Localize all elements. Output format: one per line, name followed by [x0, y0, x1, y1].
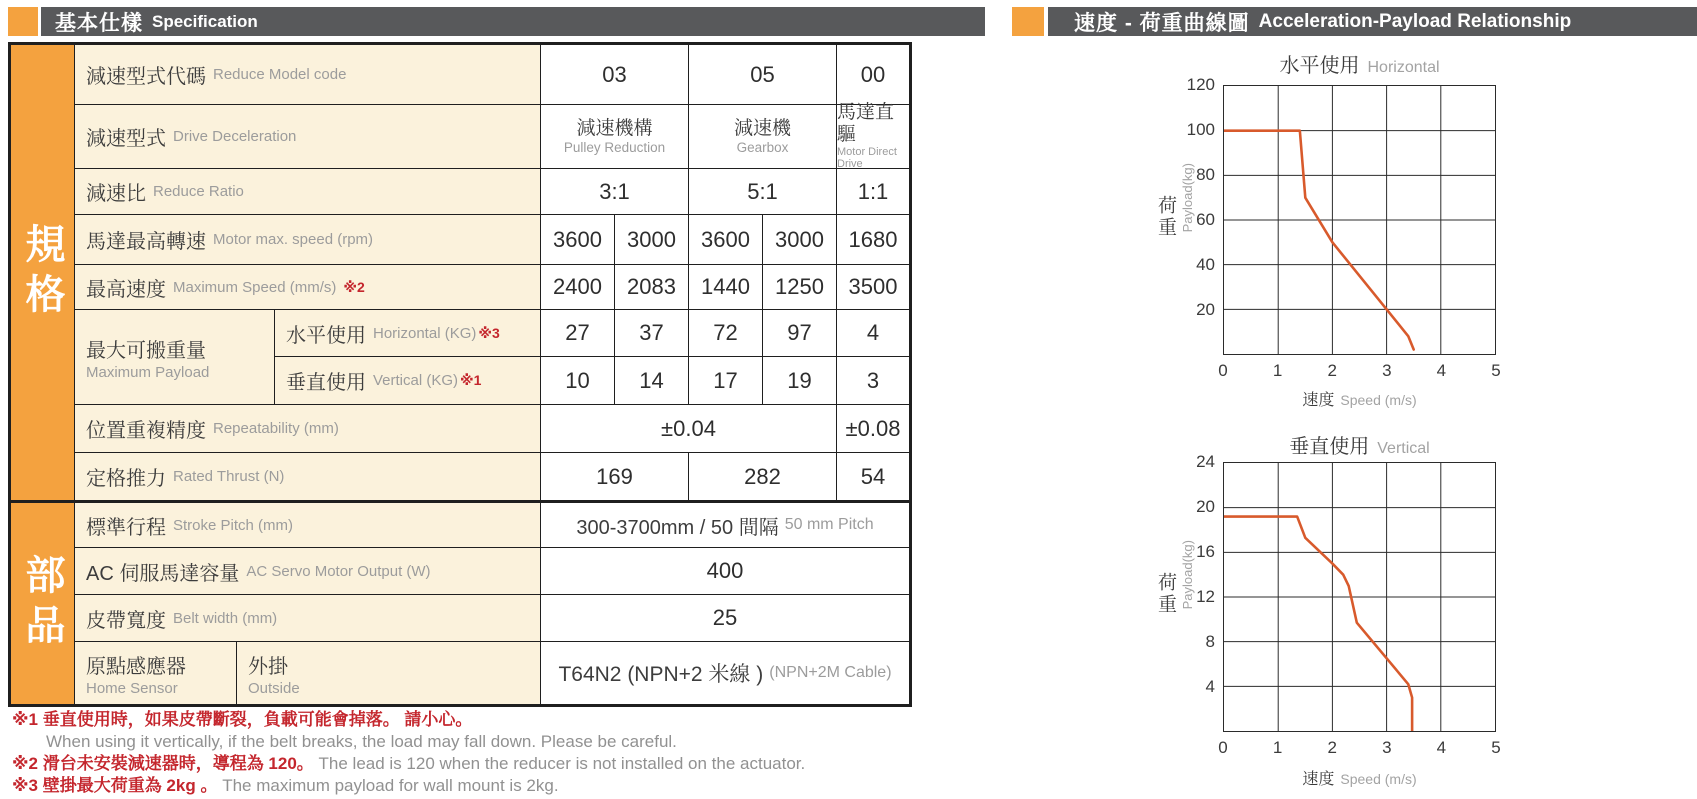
row-label-en: Motor max. speed (rpm): [213, 231, 374, 248]
cell-value: 1250: [763, 265, 837, 309]
cell-value: 2083: [615, 265, 689, 309]
y-tick-label: 24: [1196, 452, 1215, 471]
cell-value: 1:1: [857, 178, 889, 204]
y-tick-label: 60: [1196, 210, 1215, 229]
cell-value: 25: [712, 605, 738, 630]
x-tick-label: 0: [1218, 361, 1228, 380]
subrow-label-en: Horizontal (KG): [373, 324, 477, 342]
row-label-en: Rated Thrust (N): [173, 468, 285, 485]
y-tick-label: 16: [1196, 542, 1215, 561]
right-header-accent-square: [1012, 7, 1044, 36]
cell-value: 3000: [615, 215, 689, 264]
row-label-en: Reduce Ratio: [153, 183, 244, 200]
row-label-en: Home Sensor: [86, 679, 178, 697]
cell-value: 2400: [541, 265, 615, 309]
cell-value: 4: [866, 320, 880, 345]
cell-value: 減速機構 Pulley Reduction: [541, 105, 689, 168]
footnote-3: ※3 壁掛最大荷重為 2kg 。 The maximum payload for wall mount is 2kg.: [12, 776, 559, 795]
cell-value: 72: [689, 310, 763, 356]
cell-value: 3600: [541, 215, 615, 264]
row-label-en: Maximum Payload: [86, 363, 210, 381]
cell-value: 馬達直驅 Motor Direct Drive: [837, 102, 897, 171]
footnote-1-en: When using it vertically, if the belt breaks, the load may fall down. Please be careful.: [46, 732, 677, 751]
cell-value: 3000: [763, 215, 837, 264]
table-row-home-sensor: [75, 642, 909, 704]
parts-section-sidebar: [11, 503, 75, 704]
cell-value: 97: [763, 310, 837, 356]
cell-value: 05: [689, 45, 837, 104]
right-header-title-en: Acceleration-Payload Relationship: [1258, 10, 1572, 32]
row-label-en: AC Servo Motor Output (W): [246, 562, 431, 580]
cell-value: 27: [541, 310, 615, 356]
x-tick-label: 3: [1382, 738, 1392, 757]
left-section-header: [41, 7, 985, 36]
x-axis-label: 速度 Speed (m/s): [1302, 392, 1417, 409]
chart-title: 水平使用 Horizontal: [1279, 55, 1440, 77]
payload-vertical-subrow: [275, 357, 909, 404]
cell-value: 282: [689, 453, 837, 500]
row-label-en: Stroke Pitch (mm): [173, 516, 294, 534]
y-tick-label: 80: [1196, 165, 1215, 184]
left-header-title-en: Specification: [152, 11, 258, 31]
row-label-en: Maximum Speed (mm/s): [173, 278, 337, 296]
row-label-zh: 定格推力: [86, 468, 166, 490]
row-label-zh: 原點感應器: [86, 655, 186, 678]
spec-section: [11, 45, 909, 500]
cell-value: 3: [866, 367, 880, 393]
subrow-label-zh: 外掛: [248, 655, 288, 678]
row-label-zh: 減速型式代碼: [86, 66, 206, 88]
y-tick-label: 4: [1205, 677, 1215, 696]
y-tick-label: 100: [1186, 120, 1215, 139]
cell-value: 3:1: [541, 169, 689, 214]
cell-value: 300-3700mm / 50 間隔 50 mm Pitch: [576, 516, 874, 539]
y-tick-label: 40: [1196, 255, 1215, 274]
x-axis-label: 速度 Speed (m/s): [1302, 771, 1417, 788]
table-row-maximum-payload: [75, 310, 909, 405]
footnote-2: ※2 滑台未安裝減速器時，導程為 120。 The lead is 120 when the reducer is not installed on the actuator.: [12, 754, 806, 773]
cell-value: 400: [706, 558, 744, 583]
cell-value: 00: [860, 61, 886, 87]
footnotes: [12, 709, 912, 797]
row-label-zh: AC 伺服馬達容量: [86, 562, 240, 585]
plot-area: [1223, 462, 1496, 732]
cell-value: 169: [541, 453, 689, 500]
vertical-payload-chart: [1100, 428, 1600, 793]
row-label-zh: 皮帶寬度: [86, 609, 166, 632]
payload-curve-svg: [1224, 86, 1495, 354]
footnote-1-zh: ※1 垂直使用時，如果皮帶斷裂，負載可能會掉落。 請小心。: [12, 710, 473, 729]
cell-value: 03: [541, 45, 689, 104]
horizontal-payload-chart: [1100, 45, 1600, 415]
right-header-title-zh: 速度 - 荷重曲線圖: [1074, 11, 1250, 35]
row-label-en: Reduce Model code: [213, 66, 347, 83]
chart-title: 垂直使用 Vertical: [1289, 436, 1430, 458]
x-tick-label: 0: [1218, 738, 1228, 757]
spec-section-sidebar: [11, 45, 75, 500]
cell-value: ±0.08: [845, 415, 901, 441]
cell-value: ±0.04: [541, 405, 837, 452]
x-tick-label: 2: [1327, 738, 1337, 757]
y-tick-label: 120: [1186, 75, 1215, 94]
table-row-motor-max-speed: [75, 215, 909, 265]
cell-value: 3500: [848, 274, 898, 299]
row-label-zh: 馬達最高轉速: [86, 231, 206, 253]
x-tick-label: 1: [1272, 738, 1283, 757]
cell-value: 19: [763, 357, 837, 404]
row-label-zh: 位置重複精度: [86, 420, 206, 442]
x-tick-label: 3: [1382, 361, 1392, 380]
table-row-stroke-pitch: [75, 503, 909, 548]
cell-value: 54: [860, 463, 886, 489]
plot-area: [1223, 85, 1496, 355]
table-row-rated-thrust: [75, 453, 909, 500]
y-axis-label: 荷重: [1155, 195, 1176, 239]
cell-value: 1680: [848, 226, 898, 252]
y-axis-label: 荷重: [1155, 572, 1176, 616]
row-label-en: Belt width (mm): [173, 609, 278, 627]
cell-value: 5:1: [689, 169, 837, 214]
cell-value: 37: [615, 310, 689, 356]
specification-table: [8, 42, 912, 707]
cell-value: 10: [541, 357, 615, 404]
y-tick-label: 8: [1205, 632, 1215, 651]
table-row-reduce-model-code: [75, 45, 909, 105]
table-row-belt-width: [75, 595, 909, 642]
x-tick-label: 4: [1436, 361, 1447, 380]
subrow-label-zh: 垂直使用: [286, 372, 366, 394]
y-tick-label: 20: [1196, 300, 1215, 319]
row-label-zh: 減速型式: [86, 128, 166, 150]
subrow-label-zh: 水平使用: [286, 324, 366, 347]
table-row-maximum-speed: [75, 265, 909, 310]
footnote-ref: ※1: [460, 372, 482, 388]
table-row-repeatability: [75, 405, 909, 453]
y-axis-unit-label: Payload(kg): [1180, 163, 1195, 233]
x-tick-label: 2: [1327, 361, 1337, 380]
right-section-header: [1048, 7, 1697, 36]
table-row-reduce-ratio: [75, 169, 909, 215]
cell-value: T64N2 (NPN+2 米線 ) (NPN+2M Cable): [558, 663, 892, 686]
left-header-accent-square: [8, 7, 38, 36]
y-tick-label: 20: [1196, 497, 1215, 516]
footnote-ref: ※3: [478, 324, 500, 341]
payload-horizontal-subrow: [275, 310, 909, 357]
x-tick-label: 5: [1491, 738, 1501, 757]
cell-value: 14: [615, 357, 689, 404]
table-row-servo-motor-output: [75, 548, 909, 595]
row-label-zh: 最大可搬重量: [86, 339, 206, 362]
table-row-drive-deceleration: [75, 102, 909, 171]
row-label-en: Drive Deceleration: [173, 128, 297, 145]
cell-value: 1440: [689, 265, 763, 309]
x-tick-label: 5: [1491, 361, 1501, 380]
row-label-zh: 減速比: [86, 183, 146, 205]
parts-section-label: 部品: [20, 553, 64, 654]
spec-section-label: 規格: [20, 222, 64, 323]
parts-section: [11, 503, 909, 704]
left-header-title-zh: 基本仕樣: [55, 11, 143, 35]
row-label-zh: 標準行程: [86, 516, 166, 539]
row-label-zh: 最高速度: [86, 278, 166, 301]
cell-value: 17: [689, 357, 763, 404]
subrow-label-en: Vertical (KG): [373, 372, 459, 389]
y-axis-unit-label: Payload(kg): [1180, 540, 1195, 610]
cell-value: 減速機 Gearbox: [689, 105, 837, 168]
x-tick-label: 1: [1272, 361, 1283, 380]
cell-value: 3600: [689, 215, 763, 264]
payload-curve-svg: [1224, 463, 1495, 731]
y-tick-label: 12: [1196, 587, 1215, 606]
x-tick-label: 4: [1436, 738, 1447, 757]
row-label-en: Repeatability (mm): [213, 420, 339, 437]
subrow-label-en: Outside: [248, 679, 300, 697]
footnote-ref: ※2: [343, 278, 365, 295]
